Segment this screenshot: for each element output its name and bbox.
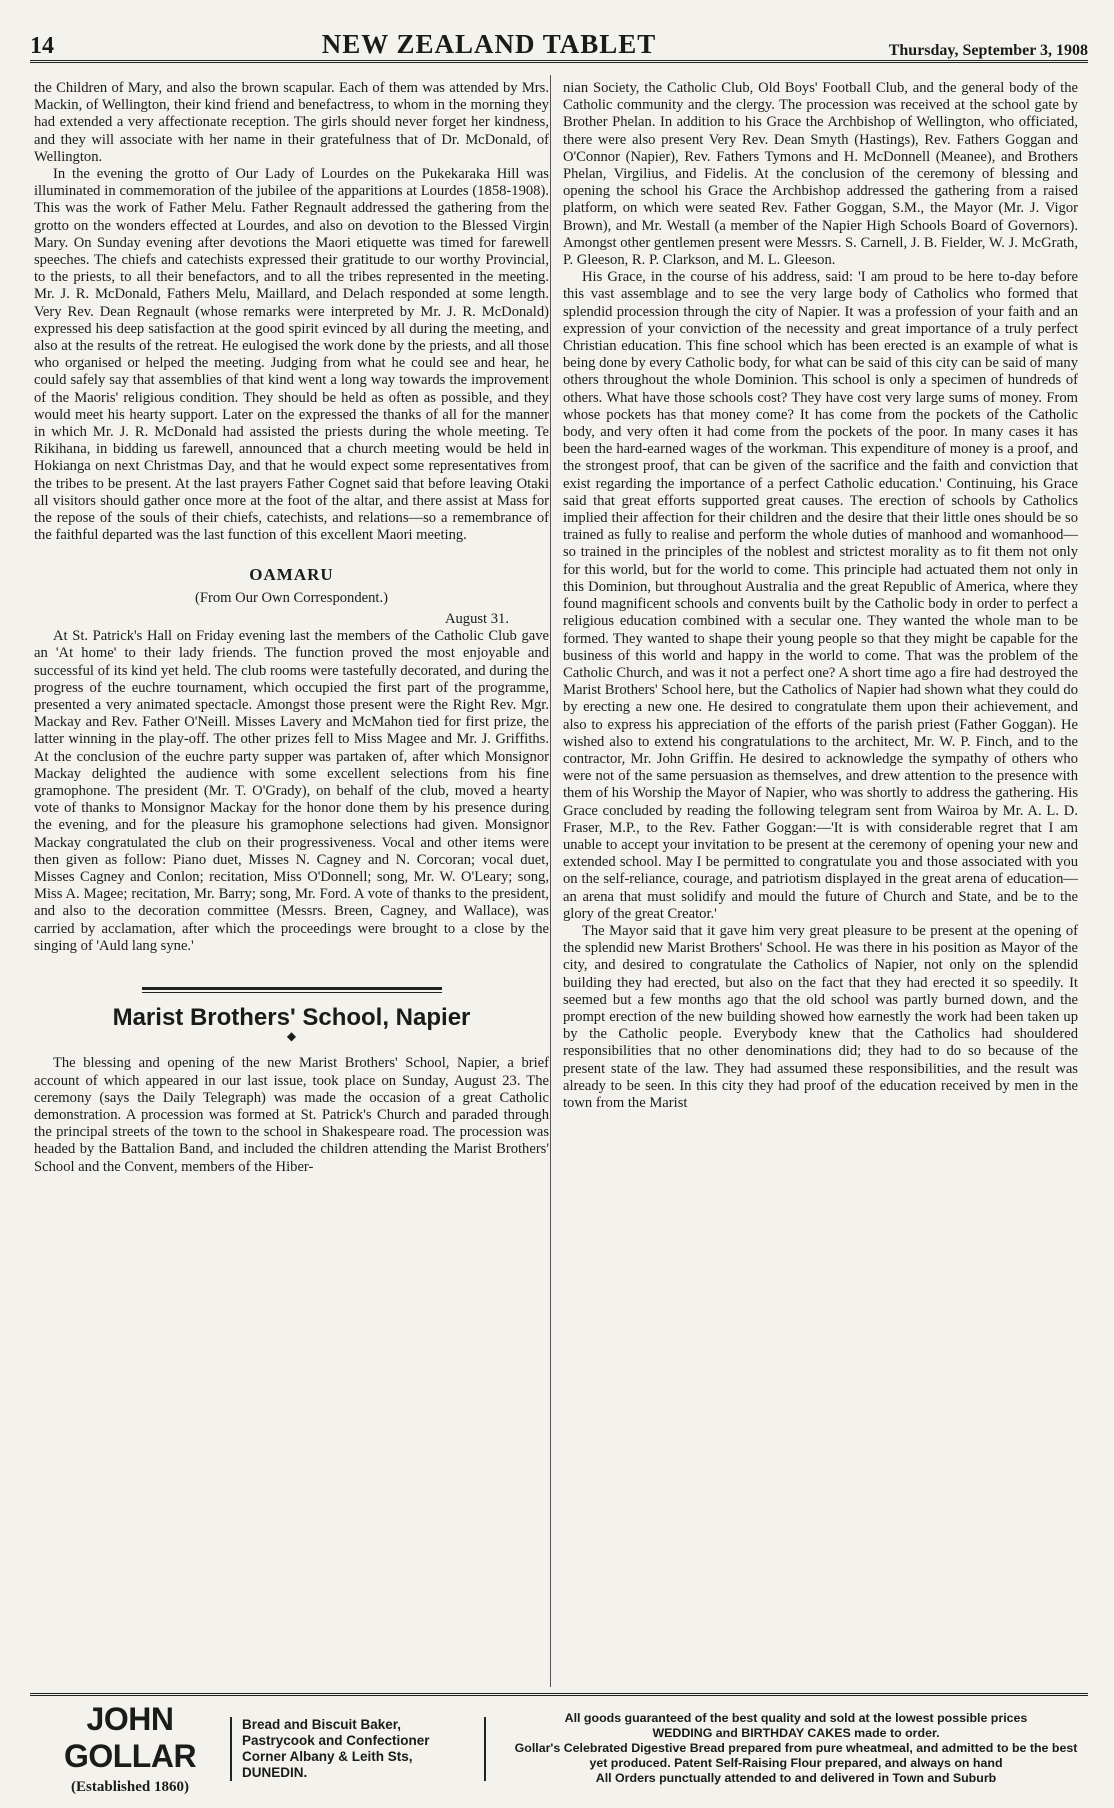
right-column: [563, 80, 1078, 1112]
issue-date: Thursday, September 3, 1908: [888, 42, 1088, 59]
note-line: Gollar's Celebrated Digestive Bread prepared from pure wheatmeal, and admitted to be the best yet produced. Patent Self-Raising Flour prepared, and always on hand: [514, 1741, 1078, 1770]
trade-description: [230, 1717, 486, 1781]
advertisement-note: [486, 1711, 1088, 1786]
advertiser-brand: [30, 1701, 230, 1796]
section-divider: [142, 987, 442, 990]
page-header: [30, 20, 1088, 63]
paragraph: His Grace, in the course of his address, said: 'I am proud to be here to-day before this vast assemblage and to see the very large body of Catholics who formed that splendid procession through the city of Napier. It was a profession of your faith and an expression of your conviction of the necessity and great importance of a truly perfect Christian education. This fine school which has been erected is an example of what is being done by every Catholic body, for what can be said of this city can be said of many others throughout the whole Dominion. This school is only a specimen of hundreds of others. What have those schools cost? They have cost very large sums of money. From whose pockets has that money come? It has come from the pockets of the Catholic body, and very often it had come from the pockets of the poor. In many cases it has been the hard-earned wages of the workman. This expenditure of money is a proof, and the strongest proof, that can be given of the sacrifice and the faith and conviction that exist regarding the importance of a perfect Catholic education.' Continuing, his Grace said that great efforts supported great causes. The erection of schools by Catholics implied their affection for their children and the desire that their little ones should be so trained as fully to realise and perform the whole duties of manhood and womanhood—so trained in the principles of the noblest and strictest morality as to fit them not only for this world, but for the world to come. This principle had actuated them not only in this Dominion, but throughout Australia and the great Republic of America, where they found magnificent schools and convents built by the Catholic body in order to perfect a religious education combined with a secular one. They wanted the whole man to be formed. They wanted to shape their young people so that they might be capable for the business of this world and happy in the world to come. That was the problem of the Catholic Church, and was it not a perfect one? A short time ago a fire had destroyed the Marist Brothers' School here, but the Catholics of Napier had shown what they could do by erecting a new one. He desired to congratulate them upon their achievement, and also to express his appreciation of the efforts of the parish priest (Father Goggan). He wished also to extend his congratulations to the architect, Mr. W. P. Finch, and to the contractor, Mr. John Griffin. He desired to acknowledge the sympathy of others who were not of the same persuasion as themselves, and drew attention to the presence with them of his Worship the Mayor of Napier, who was shortly to address the gathering. His Grace concluded by reading the following telegram sent from Wairoa by Mr. A. L. D. Fraser, M.P., to the Rev. Father Goggan:—'It is with considerable regret that I am unable to accept your invitation to be present at the ceremony of opening your new and extended school. May I be permitted to congratulate you and those associated with you on the self-reliance, courage, and patriotism displayed in the great arena of education—an arena that must solidify and mould the future of Church and State, and be to the glory of the great Creator.': [563, 269, 1078, 922]
correspondent-line: (From Our Own Correspondent.): [195, 589, 388, 606]
note-line: All Orders punctually attended to and delivered in Town and Suburb: [595, 1771, 997, 1785]
established-line: (Established 1860): [71, 1779, 189, 1795]
masthead: NEW ZEALAND TABLET: [321, 29, 657, 59]
paragraph: the Children of Mary, and also the brown scapular. Each of them was attended by Mrs. Mackin, of Wellington, their kind friend and benefactress, to whom in the morning they had extended a very affectionate reception. The girls should never forget her kindness, and they will associate with her name in their gratefulness that of Dr. McDonald, of Wellington.: [34, 80, 549, 165]
paragraph: In the evening the grotto of Our Lady of Lourdes on the Pukekaraka Hill was illuminated in commemoration of the jubilee of the apparitions at Lourdes (1858-1908). This was the work of Father Melu. Father Regnault addressed the gathering from the grotto on the wonders effected at Lourdes, and also on devotion to the Blessed Virgin Mary. On Sunday evening after devotions the Maori etiquette was timed for farewell speeches. The chiefs and catechists expressed their gratitude to our worthy Provincial, to the priests, to all their benefactors, and to all the tribes represented in the meeting. Mr. J. R. McDonald, Fathers Melu, Maillard, and Delach responded at some length. Very Rev. Dean Regnault (whose remarks were interpreted by Mr. J. R. McDonald) expressed his deep satisfaction at the good spirit evinced by all during the meeting, and also at the results of the retreat. He eulogised the work done by the priests, and all those who organised or helped the meeting. Judging from what he could see and hear, he could safely say that assemblies of that kind went a long way towards the improvement of the Maoris' religious condition. They should be held as often as possible, and they would meet his hearty support. Later on the expressed the thanks of all for the manner in which Mr. J. R. McDonald had assisted the priests during the whole meeting. Te Rikihana, in bidding us farewell, announced that a church meeting would be held in Hokianga on next Christmas Day, and that he would expect some representatives from the tribes to be present. At the last prayers Father Cognet said that before leaving Otaki all visitors should gather once more at the foot of the altar, and there assist at Mass for the repose of the souls of their chiefs, catechists, and relations—so a remembrance of the faithful departed was the last function of this excellent Maori meeting.: [34, 166, 549, 544]
brand-name: JOHN GOLLAR: [63, 1701, 197, 1774]
diamond-ornament-icon: ◆: [286, 1029, 297, 1044]
paragraph: The Mayor said that it gave him very great pleasure to be present at the opening of the splendid new Marist Brothers' School. He was there in his position as Mayor of the city, and desired to congratulate the Catholics of Napier, not only on the splendid building they had erected, but also on the fact that they had erected it so speedily. It seemed but a few months ago that the old school was partly burned down, and the prompt erection of the new building showed how earnestly the work had been taken up by the Catholic people. Everybody knew that the Catholics had shouldered responsibilities that no other denominations did; they had to do so because of the present state of the law. They had assumed these responsibilities, and the result was already to be seen. In this city they had proof of the education received by men in the town from the Marist: [563, 922, 1078, 1111]
section-title-oamaru: OAMARU: [249, 565, 334, 585]
trade-line: Corner Albany & Leith Sts,: [242, 1748, 413, 1764]
dateline: August 31.: [444, 610, 509, 627]
page-number: 14: [30, 33, 54, 59]
left-column: [34, 80, 549, 1176]
paragraph: At St. Patrick's Hall on Friday evening last the members of the Catholic Club gave an 'At home' to their lady friends. The function proved the most enjoyable and successful of its kind yet held. The club rooms were tastefully decorated, and during the progress of the euchre tournament, which occupied the first part of the programme, presented a very animated spectacle. Amongst those present were the Right Rev. Mgr. Mackay and Rev. Father O'Neill. Misses Lavery and McMahon tied for first prize, the latter winning in the play-off. The other prizes fell to Miss Magee and Mr. J. Griffiths. At the conclusion of the euchre party supper was partaken of, after which Monsignor Mackay delighted the audience with some excellent selections from his fine gramophone. The president (Mr. T. O'Grady), on behalf of the club, moved a hearty vote of thanks to Monsignor Mackay for the honor done them by his presence during the evening, and for the pleasure his gramophone selections had given. Monsignor Mackay congratulated the club on their progressiveness. Vocal and other items were then given as follow: Piano duet, Misses N. Cagney and N. Corcoran; vocal duet, Misses Cagney and Conlon; recitation, Miss O'Donnell; song, Mr. W. O'Leary; song, Miss A. Magee; recitation, Mr. Barry; song, Mr. Ford. A vote of thanks to the president, and also to the decoration committee (Messrs. Breen, Cagney, and Wallace), was carried by acclamation, after which the proceedings were brought to a close by the singing of 'Auld lang syne.': [34, 628, 549, 954]
trade-line: Pastrycook and Confectioner: [242, 1732, 430, 1748]
paragraph: nian Society, the Catholic Club, Old Boys' Football Club, and the general body of the Catholic community and the clergy. The procession was received at the school gate by Brother Phelan. In addition to his Grace the Archbishop of Wellington, who officiated, there were also present Very Rev. Dean Smyth (Hastings), Rev. Fathers Goggan and O'Connor (Napier), Rev. Fathers Tymons and H. McDonnell (Meanee), and Brothers Phelan, Virgilius, and Fidelis. At the conclusion of the ceremony of blessing and opening the school his Grace the Archbishop addressed the gathering from a raised platform, on which were seated Rev. Father Goggan, S.M., the Mayor (Mr. J. Vigor Brown), and Mr. Westall (a member of the Napier High Schools Board of Governors). Amongst other gentlemen present were Messrs. S. Carnell, J. B. Fielder, W. J. McGrath, P. Gleeson, R. P. Clarkson, and M. L. Gleeson.: [563, 80, 1078, 269]
article-title-marist: Marist Brothers' School, Napier: [112, 1003, 471, 1031]
section-divider-thin: [142, 992, 442, 993]
column-rule: [550, 75, 551, 1687]
paragraph: The blessing and opening of the new Marist Brothers' School, Napier, a brief account of which appeared in our last issue, took place on Sunday, August 23. The ceremony (says the Daily Telegraph) was made the occasion of a great Catholic demonstration. A procession was formed at St. Patrick's Church and paraded through the principal streets of the town to the school in Shakespeare road. The procession was headed by the Battalion Band, and included the children attending the Marist Brothers' School and the Convent, members of the Hiber-: [34, 1055, 549, 1175]
trade-line: DUNEDIN.: [242, 1764, 308, 1780]
advertisement-footer: [30, 1693, 1088, 1801]
trade-line: Bread and Biscuit Baker,: [242, 1716, 402, 1732]
note-line: WEDDING and BIRTHDAY CAKES made to order.: [652, 1726, 940, 1740]
note-line: All goods guaranteed of the best quality and sold at the lowest possible prices: [564, 1711, 1028, 1725]
